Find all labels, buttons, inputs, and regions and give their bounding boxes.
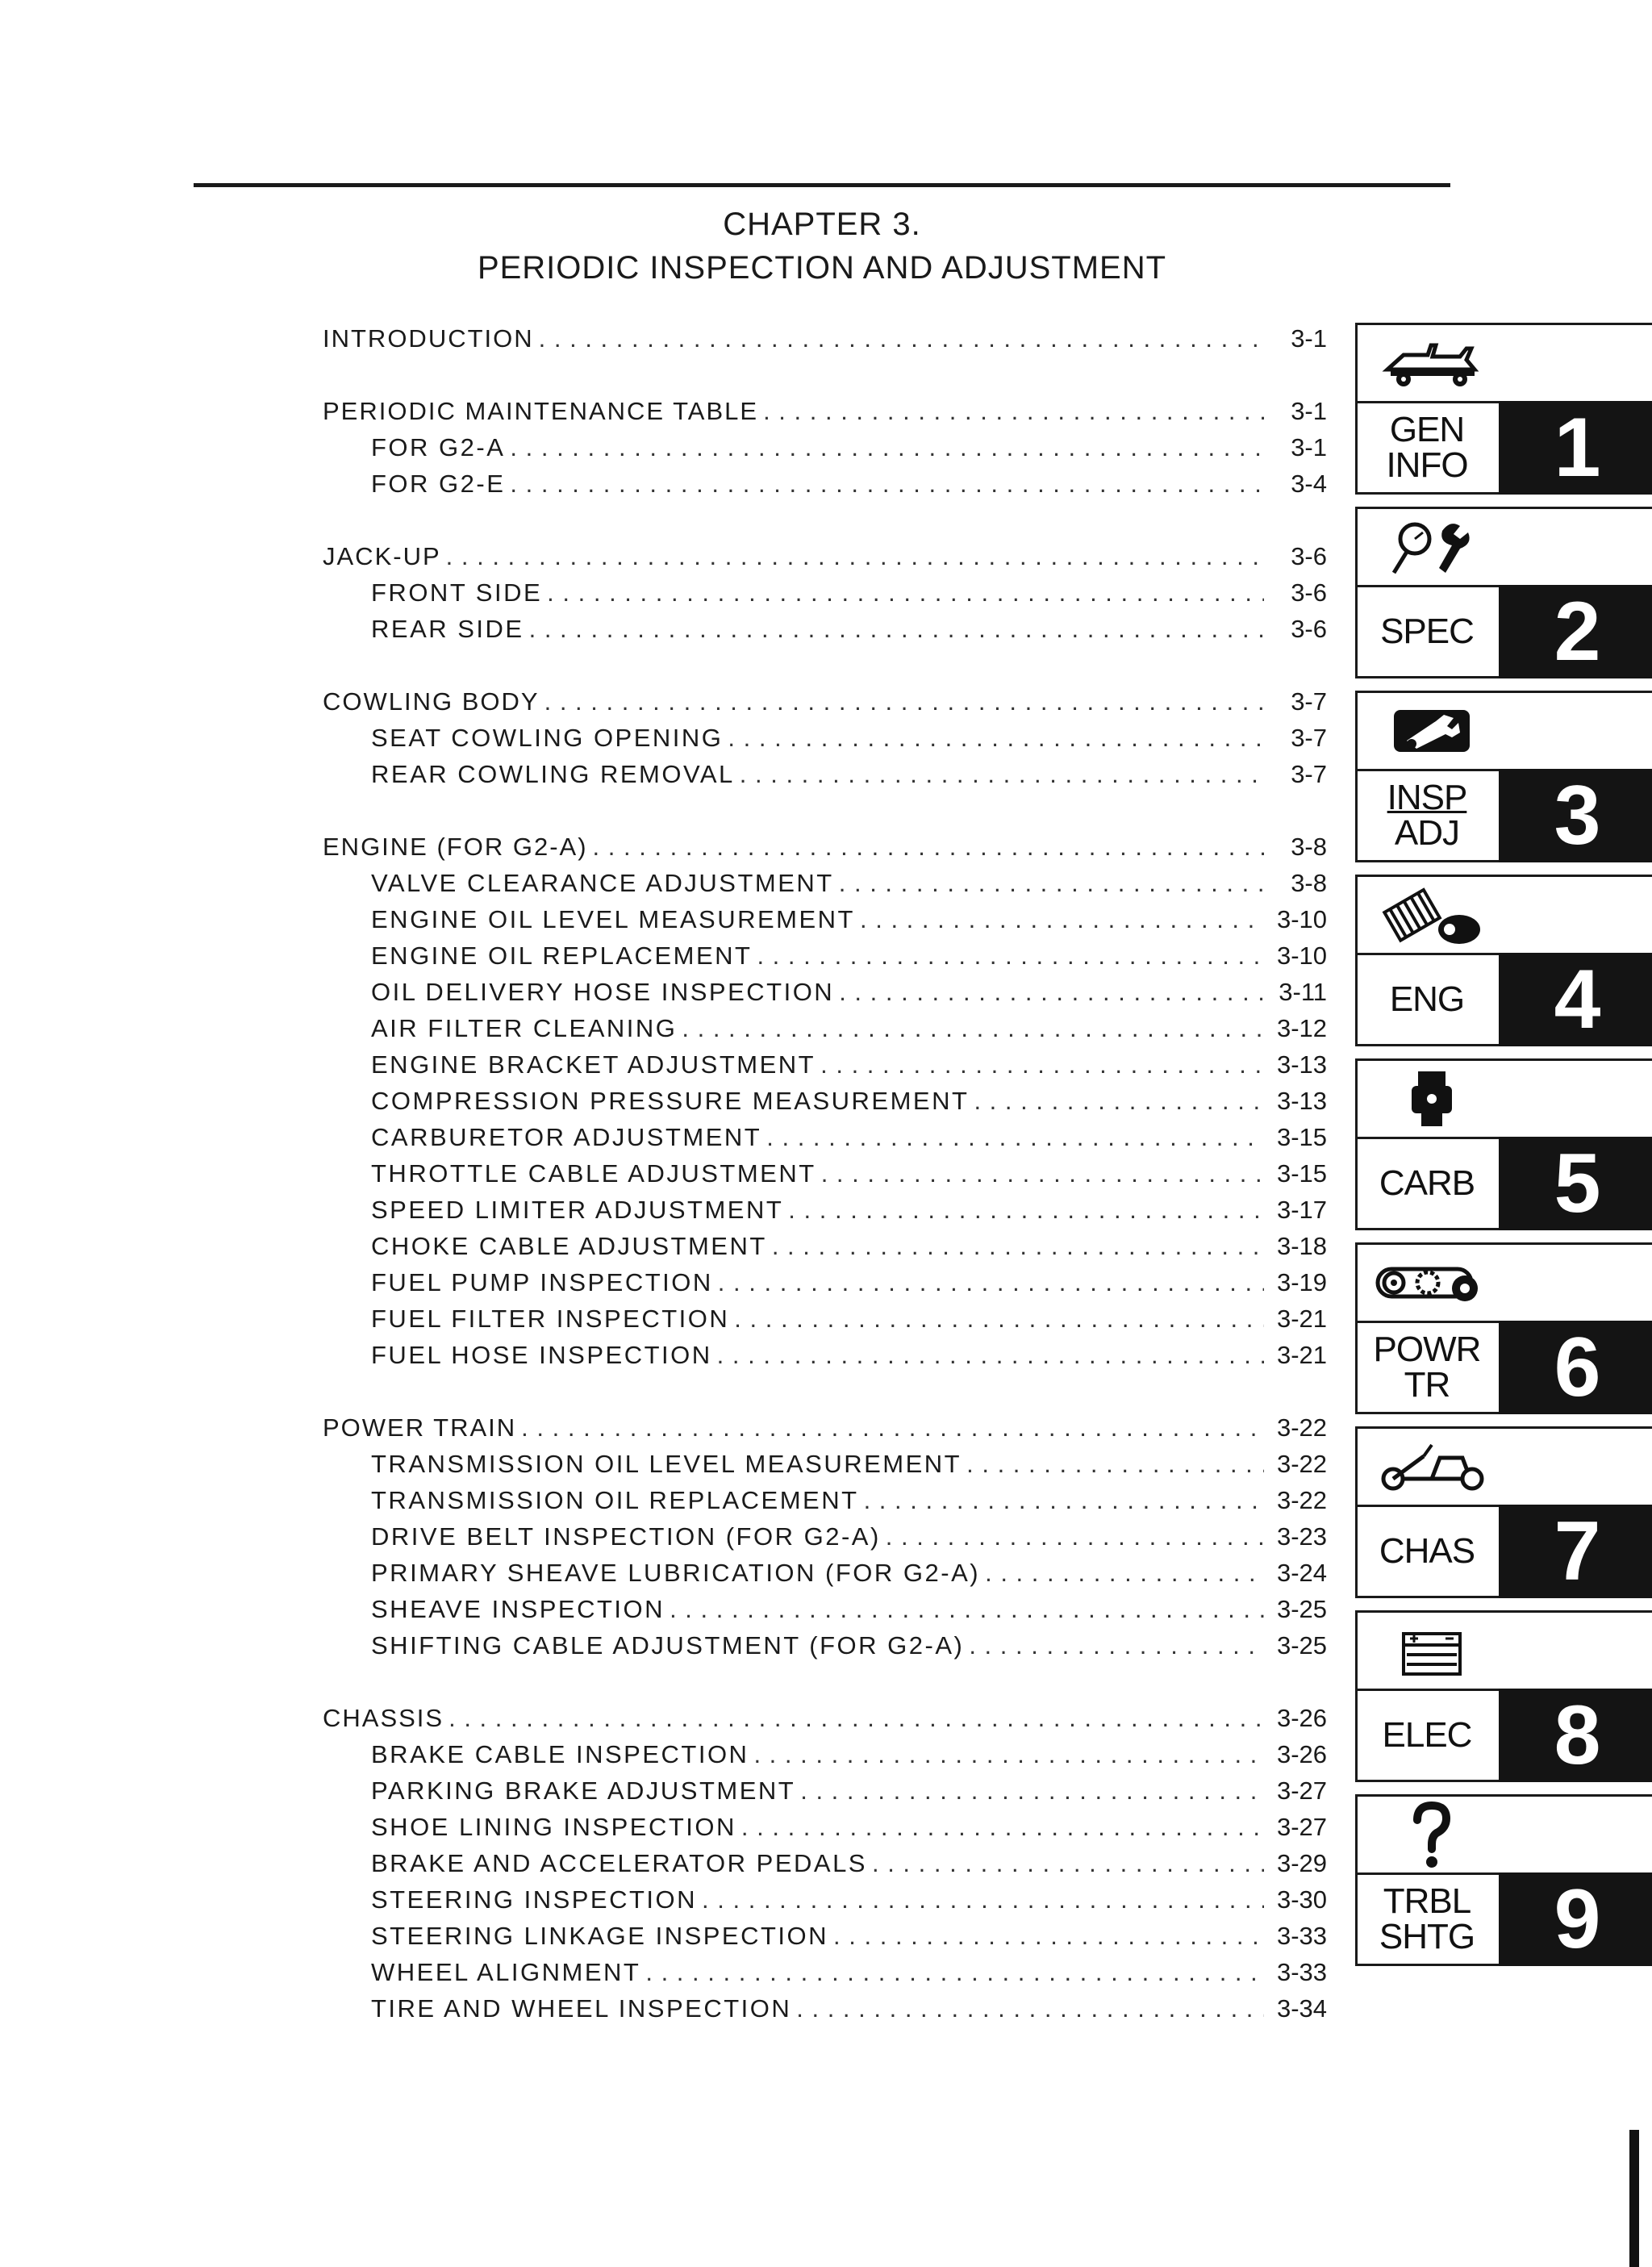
toc-subentry[interactable] — [323, 1885, 1327, 1922]
tab-label-line: ADJ — [1394, 813, 1460, 853]
toc-subentry[interactable] — [323, 1958, 1327, 1994]
toc-entry-page: 3-26 — [1276, 1740, 1327, 1768]
toc-subentry[interactable] — [323, 1595, 1327, 1631]
tab-label — [1358, 1139, 1496, 1228]
toc-section — [323, 324, 1327, 361]
tab-label-line: INFO — [1386, 445, 1468, 485]
page-edge-mark — [1629, 2130, 1639, 2267]
question-mark-icon — [1355, 1794, 1506, 1875]
toc-entry-label: INTRODUCTION — [323, 324, 534, 353]
tab-label-line: SHTG — [1379, 1917, 1475, 1956]
dot-leader — [864, 1486, 1264, 1515]
tab-label-line: SPEC — [1380, 612, 1474, 651]
toc-subentry[interactable] — [323, 760, 1327, 796]
toc-section — [323, 397, 1327, 506]
carburetor-icon — [1355, 1058, 1506, 1139]
toc-subentry[interactable] — [323, 978, 1327, 1014]
toc-entry-page: 3-18 — [1276, 1232, 1327, 1260]
toc-subentry[interactable] — [323, 1849, 1327, 1885]
toc-entry-page: 3-22 — [1276, 1450, 1327, 1478]
toc-heading-entry[interactable] — [323, 324, 1327, 361]
toc-entry-page: 3-10 — [1276, 905, 1327, 933]
engine-cylinder-icon — [1355, 875, 1506, 955]
tab-number: 2 — [1499, 585, 1652, 678]
toc-entry-label: DRIVE BELT INSPECTION (FOR G2-A) — [371, 1522, 881, 1551]
dot-leader — [763, 397, 1264, 426]
toc-entry-label: ENGINE BRACKET ADJUSTMENT — [371, 1050, 816, 1079]
toc-entry-page: 3-13 — [1276, 1087, 1327, 1115]
dot-leader — [757, 941, 1264, 971]
dot-leader — [740, 760, 1264, 789]
toc-entry-page: 3-13 — [1276, 1050, 1327, 1079]
toc-subentry[interactable] — [323, 1740, 1327, 1776]
toc-section — [323, 833, 1327, 1377]
toc-entry-label: ENGINE OIL REPLACEMENT — [371, 941, 753, 970]
toc-entry-label: FOR G2-E — [371, 470, 506, 498]
toc-entry-label: SHEAVE INSPECTION — [371, 1595, 665, 1623]
toc-subentry[interactable] — [323, 1123, 1327, 1159]
toc-entry-page: 3-11 — [1279, 978, 1327, 1006]
dot-leader — [717, 1341, 1264, 1370]
dot-leader — [645, 1958, 1264, 1987]
toc-subentry[interactable] — [323, 615, 1327, 651]
dot-leader — [670, 1595, 1264, 1624]
toc-entry-page: 3-25 — [1276, 1595, 1327, 1623]
toc-subentry[interactable] — [323, 470, 1327, 506]
tab-label-line: TR — [1404, 1365, 1450, 1405]
toc-entry-page: 3-24 — [1276, 1559, 1327, 1587]
tab-label-line: CHAS — [1379, 1531, 1475, 1571]
toc-entry-label: PRIMARY SHEAVE LUBRICATION (FOR G2-A) — [371, 1559, 981, 1587]
dot-leader — [682, 1014, 1264, 1043]
toc-heading-entry[interactable] — [323, 1704, 1327, 1740]
dot-leader — [753, 1740, 1264, 1769]
toc-entry-page: 3-26 — [1276, 1704, 1327, 1732]
toc-entry-label: TRANSMISSION OIL REPLACEMENT — [371, 1486, 859, 1514]
toc-entry-page: 3-1 — [1291, 433, 1327, 461]
toc-subentry[interactable] — [323, 1922, 1327, 1958]
toc-entry-label: BRAKE CABLE INSPECTION — [371, 1740, 749, 1768]
tab-label — [1358, 955, 1496, 1044]
toc-entry-page: 3-15 — [1276, 1123, 1327, 1151]
toc-entry-page: 3-6 — [1291, 615, 1327, 643]
toc-entry-label: WHEEL ALIGNMENT — [371, 1958, 641, 1986]
toc-entry-label: SPEED LIMITER ADJUSTMENT — [371, 1196, 784, 1224]
toc-entry-page: 3-6 — [1291, 542, 1327, 570]
toc-entry-label: COWLING BODY — [323, 687, 540, 716]
toc-entry-page: 3-4 — [1291, 470, 1327, 498]
toc-entry-label: CHOKE CABLE ADJUSTMENT — [371, 1232, 767, 1260]
toc-entry-label: FUEL PUMP INSPECTION — [371, 1268, 713, 1296]
dot-leader — [788, 1196, 1264, 1225]
dot-leader — [772, 1232, 1264, 1261]
tab-label-line: ELEC — [1382, 1715, 1472, 1755]
toc-subentry[interactable] — [323, 1450, 1327, 1486]
toc-entry-page: 3-1 — [1291, 397, 1327, 425]
chapter-index-tabs — [1354, 323, 1652, 1978]
toc-entry-page: 3-21 — [1276, 1305, 1327, 1333]
toc-entry-page: 3-33 — [1276, 1958, 1327, 1986]
dot-leader — [985, 1559, 1264, 1588]
dot-leader — [796, 1994, 1264, 2023]
toc-entry-label: ENGINE OIL LEVEL MEASUREMENT — [371, 905, 855, 933]
tab-label-line: GEN — [1389, 410, 1465, 449]
drive-belt-icon — [1355, 1242, 1506, 1323]
toc-entry-page: 3-15 — [1276, 1159, 1327, 1188]
toc-section — [323, 1704, 1327, 2031]
tab-label-line: INSP — [1387, 778, 1467, 817]
toc-subentry[interactable] — [323, 1631, 1327, 1668]
toc-entry-page: 3-10 — [1276, 941, 1327, 970]
toc-heading-entry[interactable] — [323, 833, 1327, 869]
toc-entry-label: POWER TRAIN — [323, 1413, 517, 1442]
toc-entry-label: FRONT SIDE — [371, 578, 543, 607]
toc-entry-page: 3-27 — [1276, 1776, 1327, 1805]
toc-entry-label: STEERING LINKAGE INSPECTION — [371, 1922, 829, 1950]
toc-entry-page: 3-6 — [1291, 578, 1327, 607]
tab-label — [1358, 771, 1496, 860]
toc-entry-page: 3-7 — [1291, 687, 1327, 716]
toc-entry-label: REAR SIDE — [371, 615, 524, 643]
toc-entry-page: 3-27 — [1276, 1813, 1327, 1841]
dot-leader — [728, 724, 1264, 753]
chapter-tab-6[interactable] — [1354, 1242, 1652, 1426]
tab-label — [1358, 403, 1496, 492]
tab-number: 4 — [1499, 953, 1652, 1046]
toc-subentry[interactable] — [323, 905, 1327, 941]
chapter-tab-1[interactable] — [1354, 323, 1652, 507]
dot-leader — [800, 1776, 1264, 1806]
toc-entry-page: 3-33 — [1276, 1922, 1327, 1950]
toc-heading-entry[interactable] — [323, 542, 1327, 578]
toc-entry-label: SHIFTING CABLE ADJUSTMENT (FOR G2-A) — [371, 1631, 965, 1660]
toc-subentry[interactable] — [323, 1159, 1327, 1196]
tab-number: 7 — [1499, 1505, 1652, 1598]
chapter-tab-2[interactable] — [1354, 507, 1652, 691]
table-of-contents — [323, 324, 1327, 2067]
tab-number: 8 — [1499, 1689, 1652, 1782]
tab-number: 1 — [1499, 401, 1652, 495]
tab-number: 5 — [1499, 1137, 1652, 1230]
golf-cart-icon — [1355, 323, 1506, 403]
tab-label-line: ENG — [1389, 979, 1465, 1019]
toc-subentry[interactable] — [323, 1559, 1327, 1595]
toc-entry-page: 3-22 — [1276, 1486, 1327, 1514]
toc-entry-label: TRANSMISSION OIL LEVEL MEASUREMENT — [371, 1450, 962, 1478]
toc-entry-page: 3-25 — [1276, 1631, 1327, 1660]
toc-subentry[interactable] — [323, 1268, 1327, 1305]
chapter-tab-9[interactable] — [1354, 1794, 1652, 1978]
chapter-title: PERIODIC INSPECTION AND ADJUSTMENT — [477, 250, 1167, 286]
dot-leader — [839, 869, 1264, 898]
gauge-wrench-icon — [1355, 507, 1506, 587]
toc-entry-label: ENGINE (FOR G2-A) — [323, 833, 588, 861]
toc-entry-page: 3-1 — [1291, 324, 1327, 353]
toc-section — [323, 542, 1327, 651]
toc-entry-label: CARBURETOR ADJUSTMENT — [371, 1123, 762, 1151]
toc-entry-label: SEAT COWLING OPENING — [371, 724, 724, 752]
toc-subentry[interactable] — [323, 578, 1327, 615]
tab-number: 3 — [1499, 769, 1652, 862]
dot-leader — [872, 1849, 1264, 1878]
toc-entry-page: 3-29 — [1276, 1849, 1327, 1877]
toc-entry-label: PARKING BRAKE ADJUSTMENT — [371, 1776, 796, 1805]
dot-leader — [966, 1450, 1264, 1479]
toc-subentry[interactable] — [323, 941, 1327, 978]
toc-entry-page: 3-19 — [1276, 1268, 1327, 1296]
toc-subentry[interactable] — [323, 1050, 1327, 1087]
dot-leader — [886, 1522, 1264, 1551]
dot-leader — [510, 470, 1264, 499]
toc-entry-label: SHOE LINING INSPECTION — [371, 1813, 736, 1841]
toc-heading-entry[interactable] — [323, 687, 1327, 724]
toc-entry-page: 3-34 — [1276, 1994, 1327, 2023]
toc-entry-label: FOR G2-A — [371, 433, 506, 461]
toc-heading-entry[interactable] — [323, 397, 1327, 433]
toc-subentry[interactable] — [323, 1196, 1327, 1232]
toc-subentry[interactable] — [323, 1813, 1327, 1849]
toc-entry-label: CHASSIS — [323, 1704, 444, 1732]
toc-subentry[interactable] — [323, 1014, 1327, 1050]
tab-number: 9 — [1499, 1872, 1652, 1966]
toc-subentry[interactable] — [323, 1232, 1327, 1268]
toc-entry-page: 3-22 — [1276, 1413, 1327, 1442]
toc-entry-page: 3-7 — [1291, 760, 1327, 788]
dot-leader — [734, 1305, 1264, 1334]
dot-leader — [521, 1413, 1264, 1442]
dot-leader — [820, 1050, 1264, 1079]
toc-entry-page: 3-17 — [1276, 1196, 1327, 1224]
toc-entry-label: STEERING INSPECTION — [371, 1885, 698, 1914]
chapter-number: CHAPTER 3. — [723, 207, 921, 242]
toc-subentry[interactable] — [323, 1522, 1327, 1559]
toc-entry-label: REAR COWLING REMOVAL — [371, 760, 735, 788]
toc-subentry[interactable] — [323, 869, 1327, 905]
chapter-tab-7[interactable] — [1354, 1426, 1652, 1610]
toc-subentry[interactable] — [323, 1994, 1327, 2031]
toc-entry-page: 3-8 — [1291, 869, 1327, 897]
toc-subentry[interactable] — [323, 1486, 1327, 1522]
battery-icon — [1355, 1610, 1506, 1691]
dot-leader — [510, 433, 1264, 462]
toc-entry-page: 3-30 — [1276, 1885, 1327, 1914]
dot-leader — [860, 905, 1264, 934]
tab-label — [1358, 1875, 1496, 1964]
toc-entry-label: FUEL HOSE INSPECTION — [371, 1341, 712, 1369]
toc-heading-entry[interactable] — [323, 1413, 1327, 1450]
toc-entry-label: COMPRESSION PRESSURE MEASUREMENT — [371, 1087, 970, 1115]
header-rule — [194, 183, 1450, 187]
dot-leader — [718, 1268, 1264, 1297]
dot-leader — [839, 978, 1264, 1007]
toc-subentry[interactable] — [323, 1087, 1327, 1123]
dot-leader — [547, 578, 1264, 607]
dot-leader — [974, 1087, 1264, 1116]
toc-entry-label: TIRE AND WHEEL INSPECTION — [371, 1994, 792, 2023]
chassis-icon — [1355, 1426, 1506, 1507]
chapter-tab-5[interactable] — [1354, 1058, 1652, 1242]
dot-leader — [593, 833, 1264, 862]
tab-label — [1358, 1507, 1496, 1596]
dot-leader — [766, 1123, 1264, 1152]
toc-subentry[interactable] — [323, 1305, 1327, 1341]
tab-label-line: TRBL — [1383, 1881, 1471, 1921]
toc-entry-label: PERIODIC MAINTENANCE TABLE — [323, 397, 759, 425]
dot-leader — [544, 687, 1264, 716]
toc-entry-page: 3-12 — [1276, 1014, 1327, 1042]
dot-leader — [741, 1813, 1264, 1842]
toc-subentry[interactable] — [323, 1776, 1327, 1813]
chapter-tab-8[interactable] — [1354, 1610, 1652, 1794]
toc-subentry[interactable] — [323, 724, 1327, 760]
tab-label-line: POWR — [1373, 1330, 1481, 1369]
tab-label — [1358, 587, 1496, 676]
dot-leader — [821, 1159, 1264, 1188]
dot-leader — [446, 542, 1264, 571]
toc-entry-label: FUEL FILTER INSPECTION — [371, 1305, 730, 1333]
toc-entry-label: OIL DELIVERY HOSE INSPECTION — [371, 978, 835, 1006]
dot-leader — [833, 1922, 1264, 1951]
dot-leader — [448, 1704, 1264, 1733]
chapter-tab-4[interactable] — [1354, 875, 1652, 1058]
toc-entry-label: AIR FILTER CLEANING — [371, 1014, 678, 1042]
dot-leader — [529, 615, 1264, 644]
dot-leader — [702, 1885, 1264, 1914]
chapter-tab-3[interactable] — [1354, 691, 1652, 875]
toc-subentry[interactable] — [323, 433, 1327, 470]
tab-label-line: CARB — [1379, 1163, 1475, 1203]
dot-leader — [969, 1631, 1264, 1660]
tab-label — [1358, 1691, 1496, 1780]
tab-label — [1358, 1323, 1496, 1412]
toc-entry-page: 3-8 — [1291, 833, 1327, 861]
toc-entry-page: 3-21 — [1276, 1341, 1327, 1369]
toc-entry-page: 3-23 — [1276, 1522, 1327, 1551]
toc-section — [323, 1413, 1327, 1668]
toc-subentry[interactable] — [323, 1341, 1327, 1377]
toc-entry-label: BRAKE AND ACCELERATOR PEDALS — [371, 1849, 867, 1877]
toc-entry-label: THROTTLE CABLE ADJUSTMENT — [371, 1159, 816, 1188]
tab-number: 6 — [1499, 1321, 1652, 1414]
wrench-hand-icon — [1355, 691, 1506, 771]
toc-entry-label: JACK-UP — [323, 542, 441, 570]
toc-entry-label: VALVE CLEARANCE ADJUSTMENT — [371, 869, 834, 897]
dot-leader — [539, 324, 1264, 353]
toc-section — [323, 687, 1327, 796]
toc-entry-page: 3-7 — [1291, 724, 1327, 752]
